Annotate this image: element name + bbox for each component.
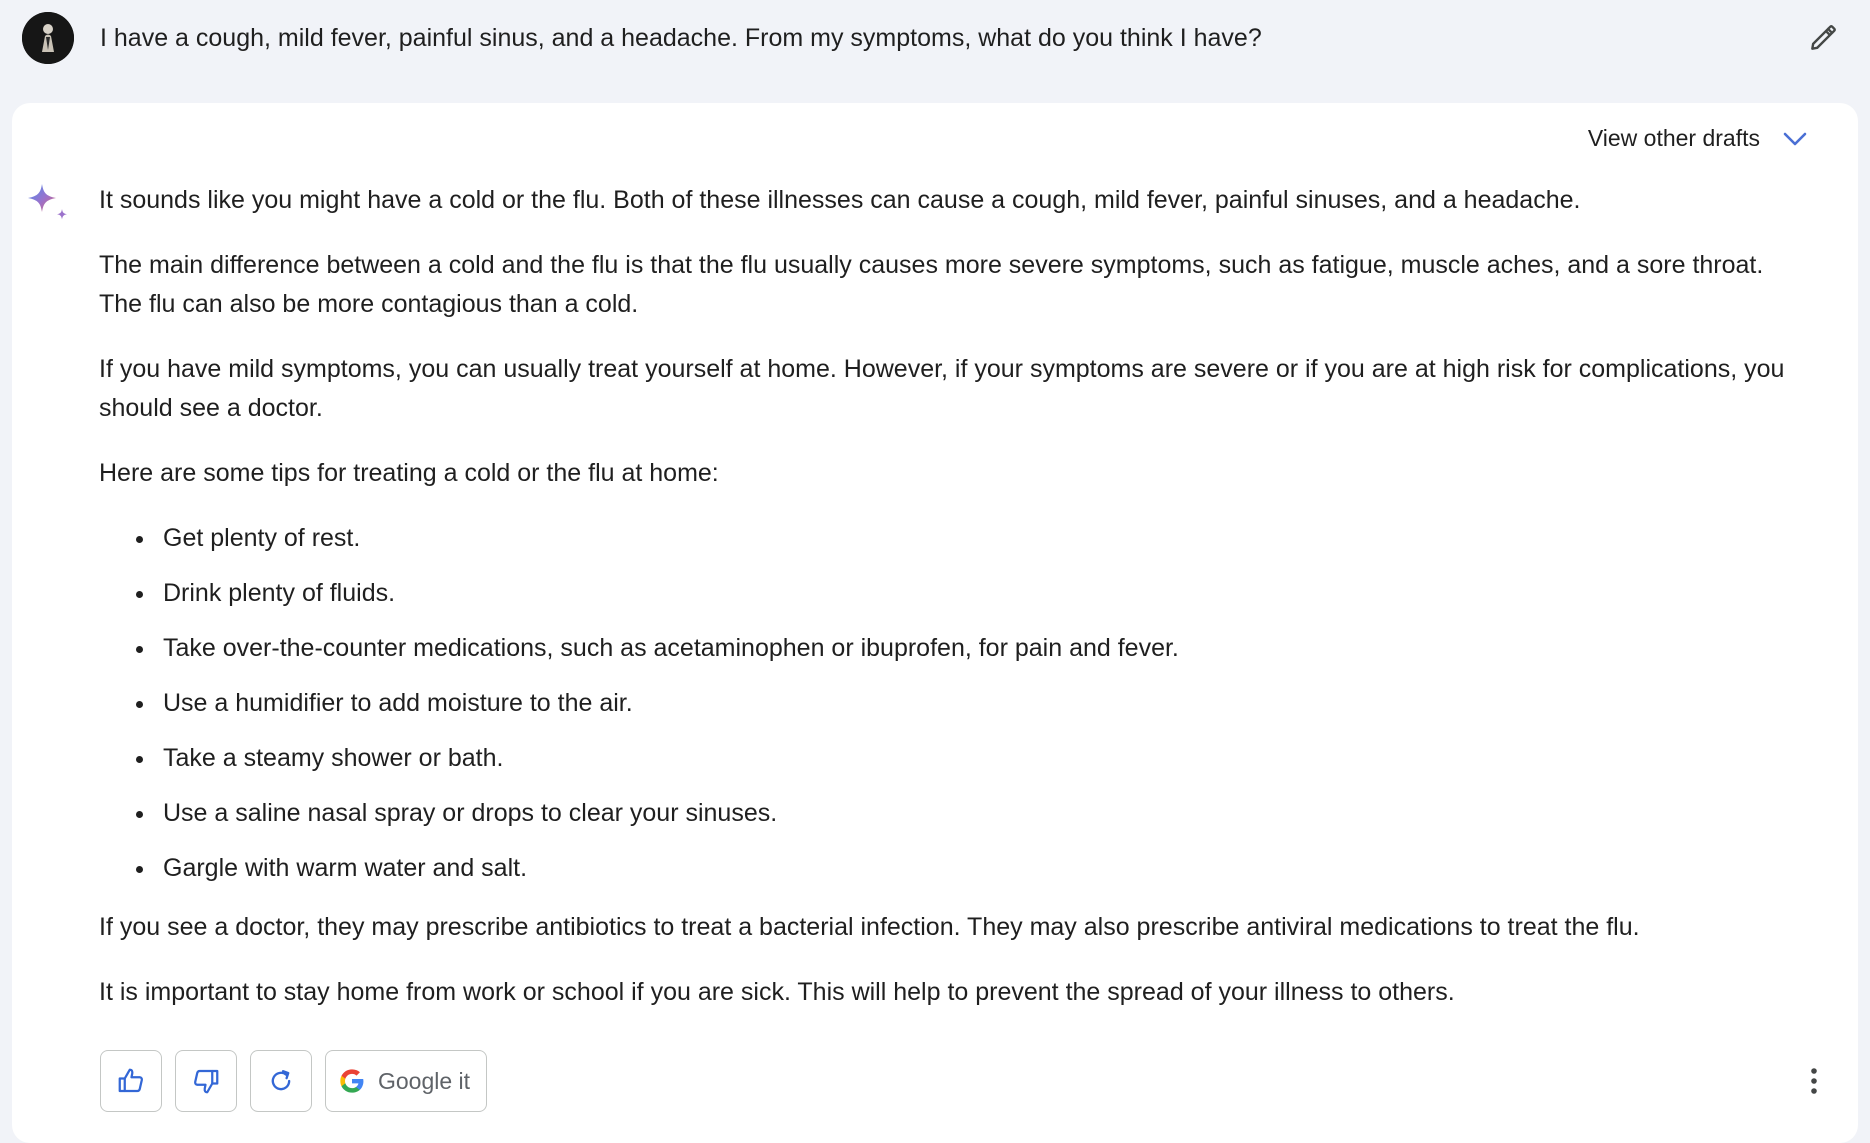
- tip-item: • Use a humidifier to add moisture to the air.: [157, 684, 1799, 723]
- response-body: [99, 181, 1799, 1038]
- tip-item: • Gargle with warm water and salt.: [157, 849, 1799, 888]
- response-card: [12, 103, 1858, 1143]
- response-paragraph: If you see a doctor, they may prescribe antibiotics to treat a bacterial infection. They may also prescribe antiviral medications to treat the flu.: [99, 913, 1640, 941]
- response-paragraph: If you have mild symptoms, you can usually treat yourself at home. However, if your symptoms are severe or if you are at high risk for complications, you should see a doctor.: [99, 355, 1785, 422]
- thumbs-up-icon: [116, 1066, 146, 1096]
- tip-item: • Use a saline nasal spray or drops to clear your sinuses.: [157, 794, 1799, 833]
- thumbs-up-button[interactable]: [100, 1050, 162, 1112]
- response-paragraph: It is important to stay home from work or school if you are sick. This will help to prevent the spread of your illness to others.: [99, 978, 1455, 1006]
- google-g-icon: [338, 1067, 366, 1095]
- google-it-label: Google it: [378, 1067, 471, 1094]
- tip-item: • Get plenty of rest.: [157, 519, 1799, 558]
- tips-list: [99, 519, 1799, 888]
- response-paragraph: It sounds like you might have a cold or the flu. Both of these illnesses can cause a cough, mild fever, painful sinuses, and a headache.: [99, 186, 1581, 214]
- more-vert-icon: [1809, 1066, 1819, 1096]
- edit-prompt-button[interactable]: [1803, 18, 1843, 58]
- view-other-drafts-label: View other drafts: [1587, 125, 1760, 151]
- response-paragraph: The main difference between a cold and the flu is that the flu usually causes more severe symptoms, such as fatigue, muscle aches, and a sore throat. The flu can also be more contagious than a cold.: [99, 251, 1764, 318]
- avatar-image: [22, 12, 74, 64]
- google-it-button[interactable]: [325, 1050, 487, 1112]
- tip-item: • Take a steamy shower or bath.: [157, 739, 1799, 778]
- more-options-button[interactable]: [1794, 1061, 1834, 1101]
- view-other-drafts-button[interactable]: [1588, 125, 1808, 152]
- sparkle-icon: [24, 180, 72, 228]
- prompt-bar: [0, 0, 1870, 100]
- tip-item: • Drink plenty of fluids.: [157, 574, 1799, 613]
- tip-item: • Take over-the-counter medications, such as acetaminophen or ibuprofen, for pain and fever.: [157, 629, 1799, 668]
- pencil-icon: [1807, 22, 1839, 54]
- chevron-down-icon: [1782, 130, 1808, 148]
- response-paragraph: Here are some tips for treating a cold or the flu at home:: [99, 459, 719, 487]
- regenerate-button[interactable]: [250, 1050, 312, 1112]
- thumbs-down-button[interactable]: [175, 1050, 237, 1112]
- prompt-text: I have a cough, mild fever, painful sinus, and a headache. From my symptoms, what do you think I have?: [100, 24, 1262, 52]
- response-actions: [100, 1050, 487, 1112]
- avatar[interactable]: [22, 12, 74, 64]
- thumbs-down-icon: [191, 1066, 221, 1096]
- refresh-icon: [267, 1067, 295, 1095]
